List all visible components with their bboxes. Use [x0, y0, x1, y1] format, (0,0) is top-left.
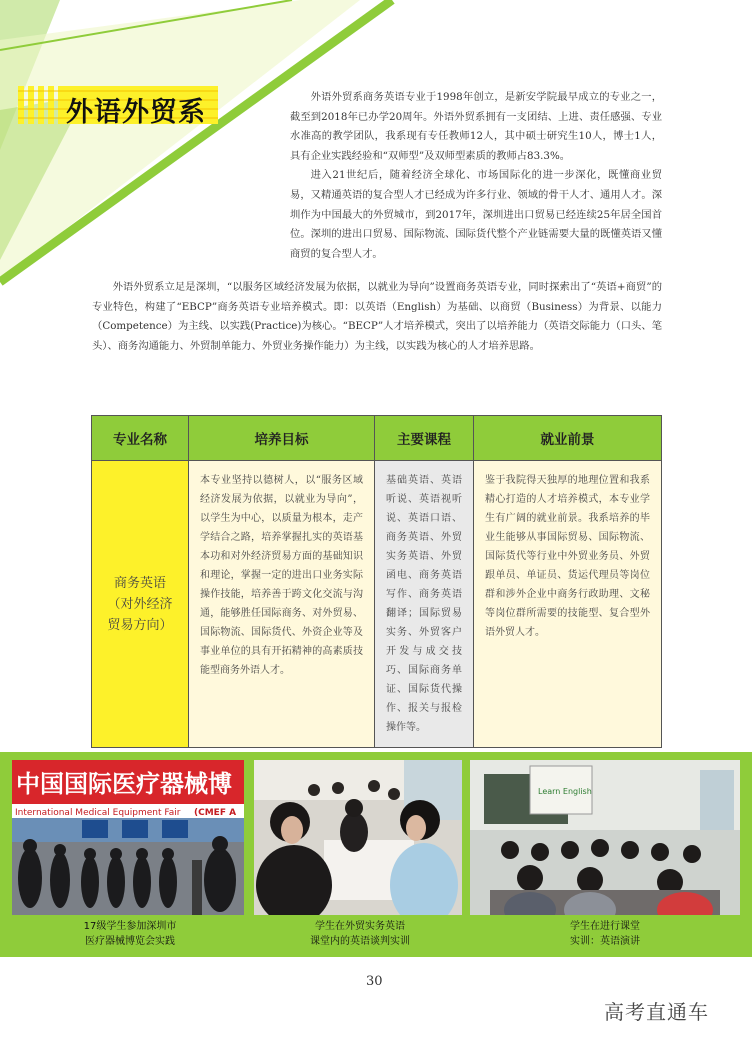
body-text — [92, 278, 662, 356]
banner-english: International Medical Equipment Fair — [15, 808, 181, 818]
major-direction: （对外经济贸易方向） — [107, 596, 173, 633]
page-number: 30 — [366, 974, 383, 989]
header-goals: 培养目标 — [189, 416, 375, 461]
goals-cell: 本专业坚持以德树人，以“服务区域经济发展为依据，以就业为导向”，以学生为中心，以质量为根本，走产学结合之路，培养掌握扎实的英语基本功和对外经济贸易方面的基础知识和理论，掌握一定的进出口业务实际操作技能，培养善于跨文化交流与沟通，能够胜任国际商务、对外贸易、国际物流、国际货代、外资企业等及事业单位的具有开拓精神的高素质技能型商务外语人才。 — [189, 461, 375, 748]
watermark-text: 高考直通车 — [604, 1000, 709, 1024]
caption-line: 学生在进行课堂 — [570, 921, 640, 932]
negotiation-photo — [254, 760, 462, 915]
career-cell: 鉴于我院得天独厚的地理位置和我系精心打造的人才培养模式，本专业学生有广阔的就业前景。我系培养的毕业生能够从事国际贸易、国际物流、国际货代等行业中外贸业务员、外贸跟单员、单证员、货运代理员等岗位群和涉外企业中商务行政助理、文秘等岗位群所需要的技能型、复合型外语外贸人才。 — [474, 461, 662, 748]
photo-caption — [540, 919, 670, 949]
caption-line: 17级学生参加深圳市 — [83, 921, 177, 932]
photo-gallery — [0, 752, 752, 957]
photo-caption — [290, 919, 430, 949]
speech-photo — [470, 760, 740, 915]
screen-text: Learn English — [538, 787, 592, 796]
table-header-row — [92, 416, 662, 461]
photo-caption — [60, 919, 200, 949]
courses-cell: 基础英语、英语听说、英语视听说、英语口语、商务英语、外贸实务英语、外贸函电、商务英语写作、商务英语翻译；国际贸易实务、外贸客户开发与成交技巧、国际商务单证、国际货代操作、报关与报检操作等。 — [375, 461, 474, 748]
intro-paragraph: 进入21世纪后，随着经济全球化、市场国际化的进一步深化，既懂商业贸易，又精通英语的复合型人才已经成为许多行业、领域的骨干人才、通用人才。深圳作为中国最大的外贸城市，到2017年，深圳进出口贸易已经连续25年居全国首位。深圳的进出口贸易、国际物流、国际货代整个产业链需要大量的既懂英语又懂商贸的复合型人才。 — [290, 169, 662, 260]
major-info-table — [91, 415, 662, 748]
banner-text: 中国国际医疗器械博 — [16, 770, 232, 798]
header-career: 就业前景 — [474, 416, 662, 461]
banner-badge: (CMEF A — [194, 808, 237, 818]
intro-text — [290, 88, 662, 264]
major-name: 商务英语 — [113, 575, 166, 591]
intro-paragraph: 外语外贸系商务英语专业于1998年创立，是新安学院最早成立的专业之一，截至到2018年已办学20周年。外语外贸系拥有一支团结、上进、责任感强、专业水准高的教学团队，我系现有专任教师12人，其中硕士研究生10人，博士1人，具有企业实践经验和“双师型”及双师型素质的教师占83.3%。 — [290, 91, 662, 162]
major-cell — [92, 461, 189, 748]
body-paragraph: 外语外贸系立足是深圳，“以服务区域经济发展为依据，以就业为导向”设置商务英语专业，同时探索出了“英语+商贸”的专业特色，构建了“EBCP”商务英语专业培养模式。即：以英语（English）为基础、以商贸（Business）为背景、以能力（Competence）为主线、以实践(Practice)为核心。“BECP”人才培养模式，突出了以培养能力（英语交际能力（口头、笔头）、商务沟通能力、外贸制单能力、外贸业务操作能力）为主线，以实践为核心的人才培养思路。 — [92, 281, 662, 352]
header-major: 专业名称 — [92, 416, 189, 461]
header-courses: 主要课程 — [375, 416, 474, 461]
caption-line: 医疗器械博览会实践 — [85, 936, 175, 947]
table-row — [92, 461, 662, 748]
caption-line: 课堂内的英语谈判实训 — [310, 936, 410, 947]
caption-line: 实训：英语演讲 — [570, 936, 640, 947]
page-title: 外语外贸系 — [66, 97, 206, 128]
caption-line: 学生在外贸实务英语 — [315, 921, 405, 932]
expo-photo — [12, 760, 244, 915]
